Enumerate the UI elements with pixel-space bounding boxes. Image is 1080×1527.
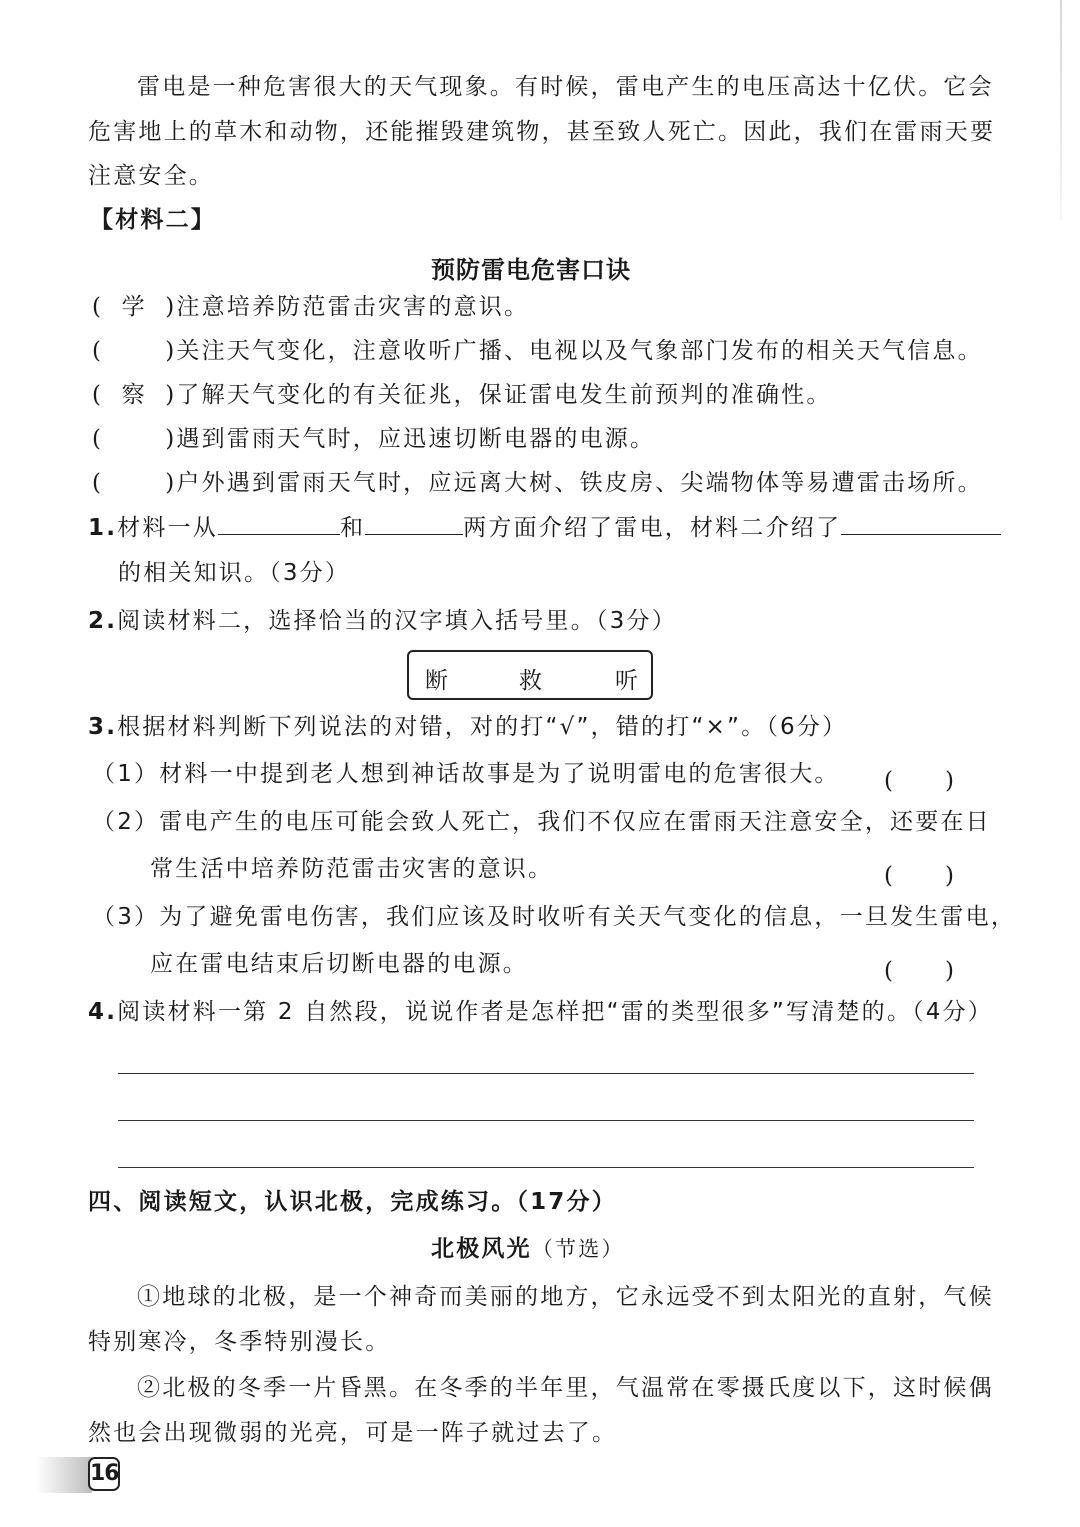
page-number: 16 bbox=[88, 1457, 120, 1491]
question-1 bbox=[88, 506, 1001, 551]
word-option-3: 听 bbox=[615, 668, 638, 694]
question-1-blank-2[interactable] bbox=[365, 512, 463, 535]
question-1-text-c: 两方面介绍了雷电，材料二介绍了 bbox=[463, 515, 842, 541]
judgement-item-2 bbox=[92, 800, 991, 845]
verse-text-2: 关注天气变化，注意收听广播、电视以及气象部门发布的相关天气信息。 bbox=[176, 338, 983, 364]
judgement-answer-2[interactable]: ( ) bbox=[884, 863, 956, 889]
material-one-line-3: 注意安全。 bbox=[88, 163, 214, 189]
judgement-item-1-label: （1） bbox=[92, 761, 160, 787]
question-1-line-2: 的相关知识。（3分） bbox=[118, 560, 351, 586]
answer-line-2[interactable] bbox=[118, 1120, 974, 1121]
judgement-answer-3[interactable]: ( ) bbox=[884, 958, 956, 984]
judgement-item-3 bbox=[92, 895, 1016, 940]
answer-line-1[interactable] bbox=[118, 1073, 974, 1074]
page-number-tab bbox=[36, 1457, 92, 1493]
verse-blank-3[interactable]: 察 bbox=[121, 382, 147, 408]
verse-text-1: 注意培养防范雷击灾害的意识。 bbox=[176, 294, 530, 320]
question-4-number: 4. bbox=[88, 999, 118, 1025]
material-one-line-1: 雷电是一种危害很大的天气现象。有时候，雷电产生的电压高达十亿伏。它会 bbox=[137, 74, 994, 100]
article-title bbox=[431, 1227, 625, 1272]
question-4 bbox=[88, 990, 993, 1035]
verse-line-1: ( 学 )注意培养防范雷击灾害的意识。 bbox=[92, 285, 529, 330]
judgement-item-2-text: 雷电产生的电压可能会致人死亡，我们不仅应在雷雨天注意安全，还要在日 bbox=[159, 809, 991, 835]
question-1-blank-3[interactable] bbox=[841, 512, 1001, 535]
question-3-text: 根据材料判断下列说法的对错，对的打“√”，错的打“×”。（6分） bbox=[117, 714, 848, 740]
question-2 bbox=[88, 599, 677, 644]
answer-line-3[interactable] bbox=[118, 1167, 974, 1168]
question-3-number: 3. bbox=[88, 714, 118, 740]
question-3 bbox=[88, 705, 847, 750]
question-1-number: 1. bbox=[88, 515, 118, 541]
judgement-item-1-text: 材料一中提到老人想到神话故事是为了说明雷电的危害很大。 bbox=[159, 761, 840, 787]
judgement-item-2-label: （2） bbox=[92, 809, 160, 835]
question-2-text: 阅读材料二，选择恰当的汉字填入括号里。（3分） bbox=[117, 608, 677, 634]
verse-text-5: 户外遇到雷雨天气时，应远离大树、铁皮房、尖端物体等易遭雷击场所。 bbox=[176, 470, 983, 496]
word-option-2: 救 bbox=[519, 668, 542, 694]
article-para-2-line-2: 然也会出现微弱的光亮，可是一阵子就过去了。 bbox=[88, 1420, 618, 1446]
judgement-item-1 bbox=[92, 752, 840, 797]
judgement-item-3-label: （3） bbox=[92, 904, 160, 930]
page-edge-shadow bbox=[1060, 0, 1062, 220]
judgement-item-3-text: 为了避免雷电伤害，我们应该及时收听有关天气变化的信息，一旦发生雷电， bbox=[159, 904, 1017, 930]
question-1-text-b: 和 bbox=[339, 515, 366, 541]
verse-text-4: 遇到雷雨天气时，应迅速切断电器的电源。 bbox=[176, 426, 656, 452]
article-title-note: （节选） bbox=[531, 1237, 625, 1261]
word-option-1: 断 bbox=[425, 668, 448, 694]
article-title-main: 北极风光 bbox=[431, 1236, 532, 1262]
judgement-answer-1[interactable]: ( ) bbox=[884, 768, 956, 794]
judgement-item-2-cont: 常生活中培养防范雷击灾害的意识。 bbox=[150, 856, 554, 882]
verse-line-5: ( )户外遇到雷雨天气时，应远离大树、铁皮房、尖端物体等易遭雷击场所。 bbox=[92, 470, 983, 496]
verse-line-4: ( )遇到雷雨天气时，应迅速切断电器的电源。 bbox=[92, 426, 656, 452]
section-four-heading: 四、阅读短文，认识北极，完成练习。（17分） bbox=[88, 1189, 617, 1215]
verse-text-3: 了解天气变化的有关征兆，保证雷电发生前预判的准确性。 bbox=[176, 382, 832, 408]
question-1-blank-1[interactable] bbox=[218, 512, 340, 535]
question-1-text-a: 材料一从 bbox=[117, 515, 218, 541]
verse-blank-1[interactable]: 学 bbox=[121, 294, 147, 320]
question-4-text: 阅读材料一第 2 自然段，说说作者是怎样把“雷的类型很多”写清楚的。（4分） bbox=[117, 999, 993, 1025]
material-one-line-2: 危害地上的草木和动物，还能摧毁建筑物，甚至致人死亡。因此，我们在雷雨天要 bbox=[88, 119, 996, 145]
article-para-1-line-2: 特别寒冷，冬季特别漫长。 bbox=[88, 1329, 391, 1355]
verse-line-2: ( )关注天气变化，注意收听广播、电视以及气象部门发布的相关天气信息。 bbox=[92, 338, 983, 364]
word-choice-box bbox=[407, 650, 653, 700]
judgement-item-3-cont: 应在雷电结束后切断电器的电源。 bbox=[150, 951, 528, 977]
verse-line-3: ( 察 )了解天气变化的有关征兆，保证雷电发生前预判的准确性。 bbox=[92, 373, 832, 418]
article-para-1-line-1: ①地球的北极，是一个神奇而美丽的地方，它永远受不到太阳光的直射，气候 bbox=[137, 1284, 994, 1310]
article-para-2-line-1: ②北极的冬季一片昏黑。在冬季的半年里，气温常在零摄氏度以下，这时候偶 bbox=[137, 1375, 994, 1401]
question-2-number: 2. bbox=[88, 608, 118, 634]
material-two-title: 预防雷电危害口诀 bbox=[431, 256, 631, 284]
material-two-label: 【材料二】 bbox=[90, 207, 216, 233]
